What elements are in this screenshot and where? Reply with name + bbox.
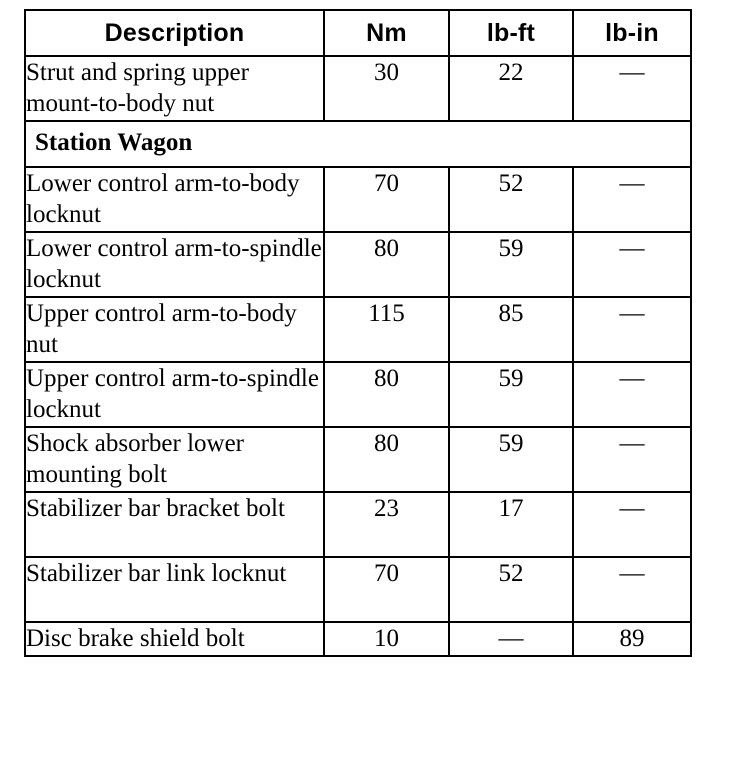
cell-nm: 80 [324,232,449,297]
header-lbft: lb-ft [449,10,573,56]
cell-lbft: 85 [449,297,573,362]
cell-lbft: — [449,622,573,656]
cell-description: Upper control arm-to-body nut [25,297,324,362]
torque-spec-table [24,9,692,657]
cell-description: Shock absorber lower mounting bolt [25,427,324,492]
table-row [25,297,691,362]
cell-lbin: — [573,492,691,557]
header-lbin: lb-in [573,10,691,56]
cell-lbft: 59 [449,362,573,427]
cell-lbin: — [573,232,691,297]
section-title: Station Wagon [25,121,691,167]
cell-lbft: 52 [449,167,573,232]
cell-description: Stabilizer bar link locknut [25,557,324,622]
cell-lbin: — [573,297,691,362]
header-description: Description [25,10,324,56]
cell-lbin: — [573,362,691,427]
section-row [25,121,691,167]
cell-nm: 80 [324,427,449,492]
cell-lbft: 52 [449,557,573,622]
cell-description: Stabilizer bar bracket bolt [25,492,324,557]
cell-description: Lower control arm-to-spindle locknut [25,232,324,297]
cell-lbin: — [573,427,691,492]
cell-lbft: 59 [449,232,573,297]
cell-nm: 23 [324,492,449,557]
cell-lbin: — [573,56,691,121]
cell-description: Lower control arm-to-body locknut [25,167,324,232]
table-row [25,557,691,622]
header-nm: Nm [324,10,449,56]
cell-nm: 70 [324,557,449,622]
cell-nm: 115 [324,297,449,362]
cell-nm: 30 [324,56,449,121]
cell-nm: 70 [324,167,449,232]
table-row [25,232,691,297]
cell-nm: 10 [324,622,449,656]
table-header-row [25,10,691,56]
cell-description: Upper control arm-to-spindle locknut [25,362,324,427]
cell-description: Strut and spring upper mount-to-body nut [25,56,324,121]
cell-nm: 80 [324,362,449,427]
table-row [25,56,691,121]
cell-lbft: 17 [449,492,573,557]
table-row [25,362,691,427]
cell-lbin: 89 [573,622,691,656]
cell-lbin: — [573,167,691,232]
cell-lbft: 59 [449,427,573,492]
table-row [25,492,691,557]
cell-lbin: — [573,557,691,622]
cell-description: Disc brake shield bolt [25,622,324,656]
cell-lbft: 22 [449,56,573,121]
table-row [25,622,691,656]
table-row [25,167,691,232]
table-row [25,427,691,492]
